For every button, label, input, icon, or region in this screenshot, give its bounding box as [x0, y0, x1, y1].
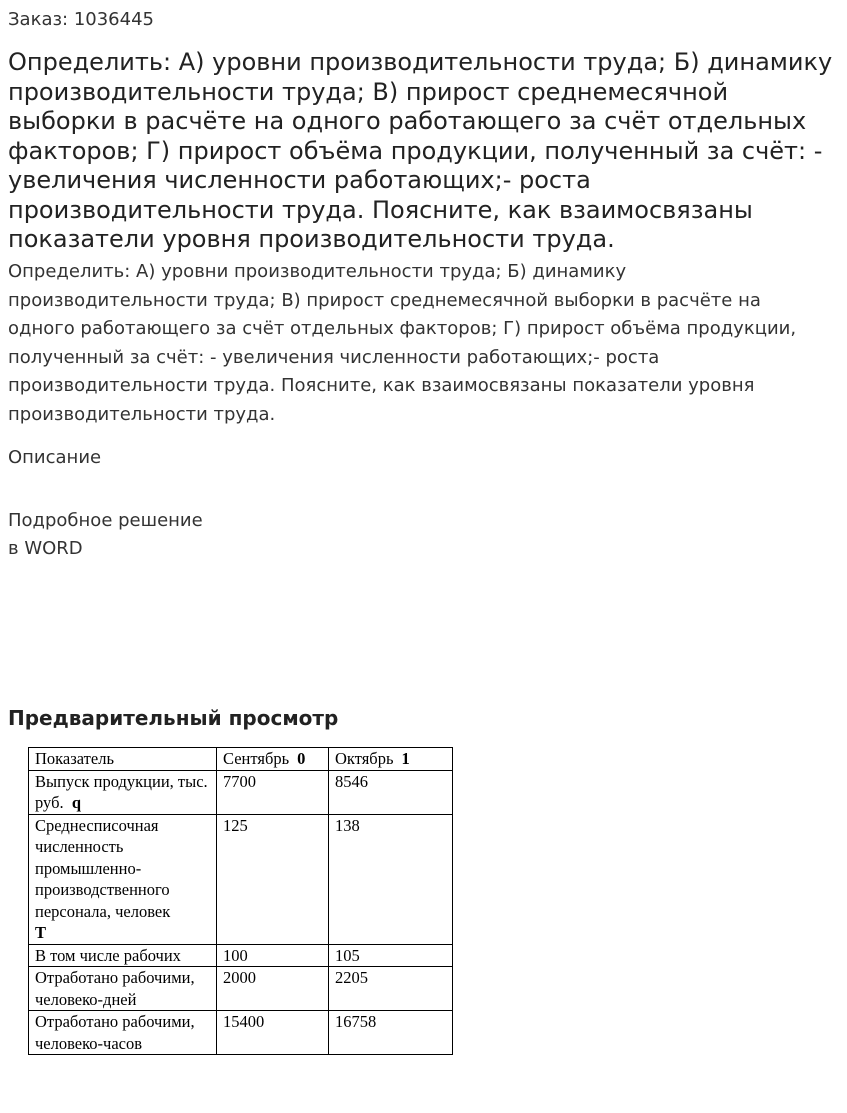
row-label-cell: [29, 1011, 217, 1055]
row-symbol: q: [71, 793, 82, 812]
table-row: [29, 814, 453, 944]
preview-document: [28, 747, 453, 1055]
table-row: [29, 1011, 453, 1055]
row-october-cell: 2205: [329, 967, 453, 1011]
row-label: Среднесписочная численность промышленно-производственного персонала, человек: [35, 815, 171, 921]
row-october-cell: 138: [329, 814, 453, 944]
data-table: [28, 747, 453, 1055]
table-row: [29, 770, 453, 814]
solution-line-2: в WORD: [8, 538, 83, 559]
solution-line-1: Подробное решение: [8, 510, 203, 531]
row-october-cell: 16758: [329, 1011, 453, 1055]
description-text: Определить: А) уровни производительности труда; Б) динамику производительности труда; В) прирост среднемесячной выборки в расчёте на одного работающего за счёт отдельных факторов; Г) прирост объёма продукции, полученный за счёт: - увеличения численности работающих;- роста производительности труда. Поясните, как взаимосвязаны показатели уровня производительности труда.: [8, 261, 797, 425]
row-october-cell: 105: [329, 944, 453, 967]
row-label-cell: [29, 814, 217, 944]
table-header-row: [29, 748, 453, 771]
row-september-cell: 15400: [217, 1011, 329, 1055]
header-indicator-text: Показатель: [35, 749, 114, 768]
table-row: [29, 944, 453, 967]
table-row: [29, 967, 453, 1011]
header-october-symbol: 1: [401, 749, 410, 768]
row-label-cell: [29, 770, 217, 814]
row-label: Отработано рабочими, человеко-дней: [35, 968, 195, 1009]
header-cell-september: [217, 748, 329, 771]
row-label: Выпуск продукции, тыс. руб.: [35, 771, 208, 812]
description-heading: Описание: [8, 447, 102, 468]
row-label: В том числе рабочих: [35, 945, 181, 965]
row-october-cell: 8546: [329, 770, 453, 814]
order-number: Заказ: 1036445: [8, 9, 154, 30]
solution-note: [8, 507, 203, 563]
row-september-cell: 100: [217, 944, 329, 967]
row-september-cell: 2000: [217, 967, 329, 1011]
preview-heading: Предварительный просмотр: [8, 706, 339, 730]
page-title: Определить: А) уровни производительности труда; Б) динамику производительности труда; В) прирост среднемесячной выборки в расчёте на одного работающего за счёт отдельных факторов; Г) прирост объёма продукции, полученный за счёт: - увеличения численности работающих;- роста производительности труда. Поясните, как взаимосвязаны показатели уровня производительности труда.: [8, 48, 833, 253]
row-symbol: Т: [35, 923, 47, 942]
header-cell-indicator: [29, 748, 217, 771]
row-label-cell: [29, 944, 217, 967]
row-label: Отработано рабочими, человеко-часов: [35, 1012, 195, 1053]
header-september-text: Сентябрь: [223, 749, 290, 768]
header-october-text: Октябрь: [335, 749, 394, 768]
row-september-cell: 125: [217, 814, 329, 944]
row-label-cell: [29, 967, 217, 1011]
row-september-cell: 7700: [217, 770, 329, 814]
header-september-symbol: 0: [297, 749, 306, 768]
header-cell-october: [329, 748, 453, 771]
